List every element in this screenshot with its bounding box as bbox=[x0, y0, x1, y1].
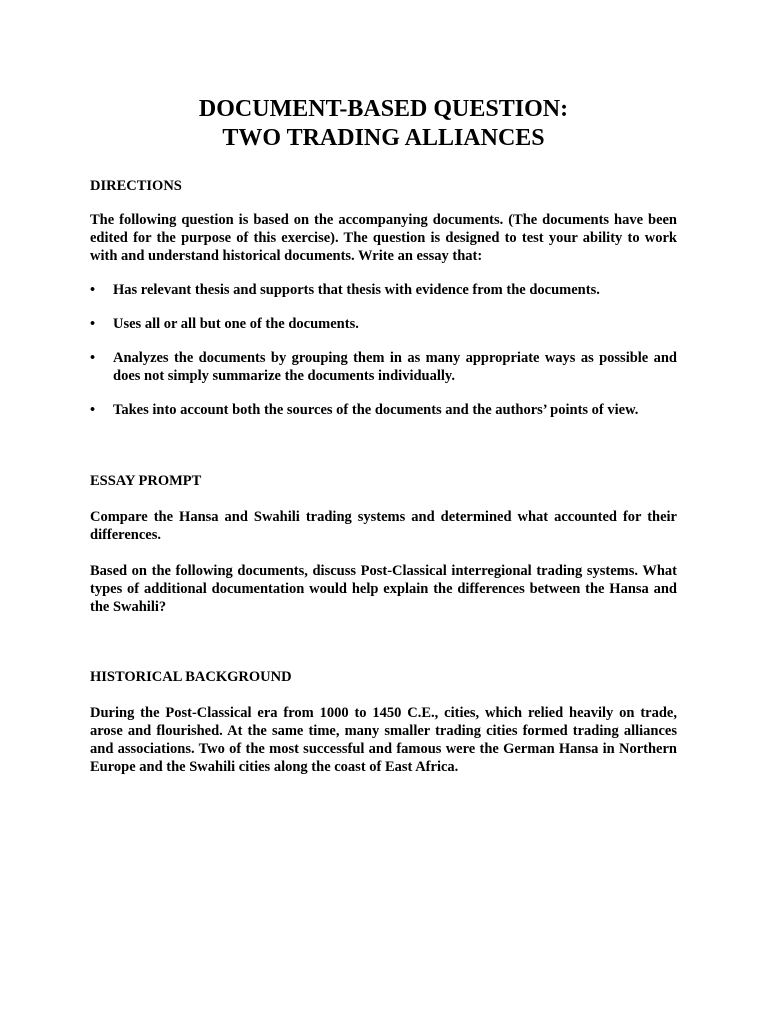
bullet-item-documents bbox=[90, 315, 677, 333]
bullet-icon: • bbox=[90, 350, 96, 366]
document-title bbox=[90, 95, 677, 153]
bullet-text: Uses all or all but one of the documents. bbox=[113, 316, 359, 332]
directions-bullet-list bbox=[90, 281, 677, 419]
bullet-icon: • bbox=[90, 402, 96, 418]
bullet-item-sources bbox=[90, 401, 677, 419]
essay-prompt-paragraph-2: Based on the following documents, discuss Post-Classical interregional trading systems. What types of additional documentation would help explain the differences between the Hansa and the Swahili? bbox=[90, 563, 677, 615]
bullet-item-thesis bbox=[90, 281, 677, 299]
bullet-text: Takes into account both the sources of the documents and the authors’ points of view. bbox=[113, 402, 639, 418]
directions-heading: DIRECTIONS bbox=[90, 178, 182, 194]
essay-prompt-paragraph-1: Compare the Hansa and Swahili trading systems and determined what accounted for their differences. bbox=[90, 509, 677, 543]
title-line-2: TWO TRADING ALLIANCES bbox=[222, 125, 545, 151]
historical-background-heading: HISTORICAL BACKGROUND bbox=[90, 669, 292, 685]
essay-prompt-heading: ESSAY PROMPT bbox=[90, 473, 202, 489]
title-line-1: DOCUMENT-BASED QUESTION: bbox=[198, 96, 569, 122]
historical-background-paragraph: During the Post-Classical era from 1000 to 1450 C.E., cities, which relied heavily on trade, arose and flourished. At the same time, many smaller trading cities formed trading alliances and associations. Two of the most successful and famous were the German Hansa in Northern Europe and the Swahili cities along the coast of East Africa. bbox=[90, 705, 677, 775]
directions-intro: The following question is based on the accompanying documents. (The documents have been edited for the purpose of this exercise). The question is designed to test your ability to work with and understand historical documents. Write an essay that: bbox=[90, 212, 677, 264]
bullet-icon: • bbox=[90, 316, 96, 332]
bullet-icon: • bbox=[90, 282, 96, 298]
bullet-text: Has relevant thesis and supports that thesis with evidence from the documents. bbox=[113, 282, 600, 298]
document-page bbox=[90, 95, 677, 776]
bullet-text: Analyzes the documents by grouping them in as many appropriate ways as possible and does not simply summarize the documents individually. bbox=[113, 350, 677, 384]
bullet-item-grouping bbox=[90, 349, 677, 385]
